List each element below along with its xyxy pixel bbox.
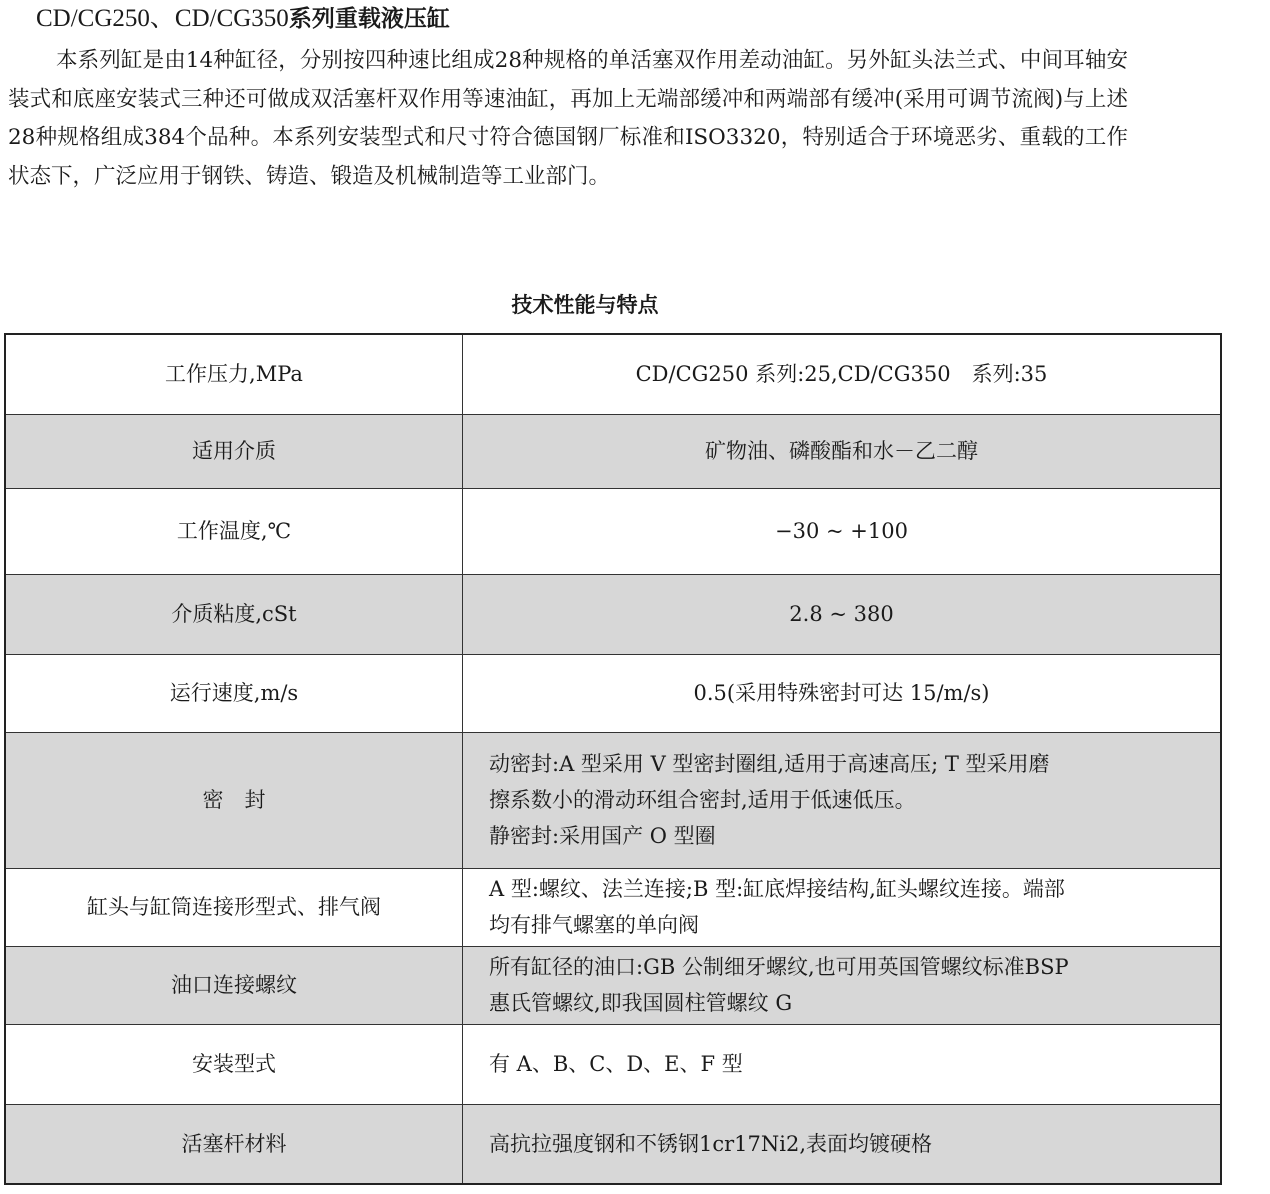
row-label: 油口连接螺纹 <box>5 946 463 1024</box>
title-model: CD/CG250、CD/CG350 <box>36 5 289 32</box>
row-value: 矿物油、磷酸酯和水－乙二醇 <box>463 414 1222 488</box>
row-label: 密 封 <box>5 732 463 868</box>
row-label: 介质粘度,cSt <box>5 574 463 654</box>
row-label: 适用介质 <box>5 414 463 488</box>
value-line: 所有缸径的油口:GB 公制细牙螺纹,也可用英国管螺纹标准BSP <box>489 955 1069 979</box>
table-row <box>5 488 1221 574</box>
table-row <box>5 1104 1221 1184</box>
row-value: CD/CG250 系列:25,CD/CG350 系列:35 <box>463 334 1222 414</box>
document-title <box>36 2 450 36</box>
table-title: 技术性能与特点 <box>511 293 659 317</box>
row-value <box>463 946 1222 1024</box>
value-line: 惠氏管螺纹,即我国圆柱管螺纹 G <box>489 991 793 1015</box>
row-value <box>463 868 1222 946</box>
table-row <box>5 574 1221 654</box>
value-line: 静密封:采用国产 O 型圈 <box>489 824 716 848</box>
row-value: −30 ~ +100 <box>463 488 1222 574</box>
row-value: 2.8 ~ 380 <box>463 574 1222 654</box>
row-value <box>463 732 1222 868</box>
row-label: 缸头与缸筒连接形型式、排气阀 <box>5 868 463 946</box>
table-row <box>5 946 1221 1024</box>
row-label: 活塞杆材料 <box>5 1104 463 1184</box>
table-row <box>5 1024 1221 1104</box>
value-line: 擦系数小的滑动环组合密封,适用于低速低压。 <box>489 788 916 812</box>
intro-paragraph: 本系列缸是由14种缸径，分别按四种速比组成28种规格的单活塞双作用差动油缸。另外缸头法兰式、中间耳轴安装式和底座安装式三种还可做成双活塞杆双作用等速油缸，再加上无端部缓冲和两端部有缓冲(采用可调节流阀)与上述28种规格组成384个品种。本系列安装型式和尺寸符合德国钢厂标准和ISO3320，特别适合于环境恶劣、重载的工作状态下，广泛应用于钢铁、铸造、锻造及机械制造等工业部门。 <box>8 48 1128 189</box>
table-row <box>5 868 1221 946</box>
row-value: 有 A、B、C、D、E、F 型 <box>463 1024 1222 1104</box>
value-line: 均有排气螺塞的单向阀 <box>489 913 699 937</box>
row-label: 运行速度,m/s <box>5 654 463 732</box>
row-label: 工作温度,℃ <box>5 488 463 574</box>
row-value: 高抗拉强度钢和不锈钢1cr17Ni2,表面均镀硬格 <box>463 1104 1222 1184</box>
spec-table <box>4 333 1222 1185</box>
row-value: 0.5(采用特殊密封可达 15/m/s) <box>463 654 1222 732</box>
table-row <box>5 732 1221 868</box>
table-row <box>5 414 1221 488</box>
value-line: A 型:螺纹、法兰连接;B 型:缸底焊接结构,缸头螺纹连接。端部 <box>489 877 1065 901</box>
table-row <box>5 334 1221 414</box>
row-label: 工作压力,MPa <box>5 334 463 414</box>
title-series: 系列重载液压缸 <box>288 6 450 32</box>
value-line: 动密封:A 型采用 V 型密封圈组,适用于高速高压; T 型采用磨 <box>489 752 1050 776</box>
row-label: 安装型式 <box>5 1024 463 1104</box>
table-row <box>5 654 1221 732</box>
